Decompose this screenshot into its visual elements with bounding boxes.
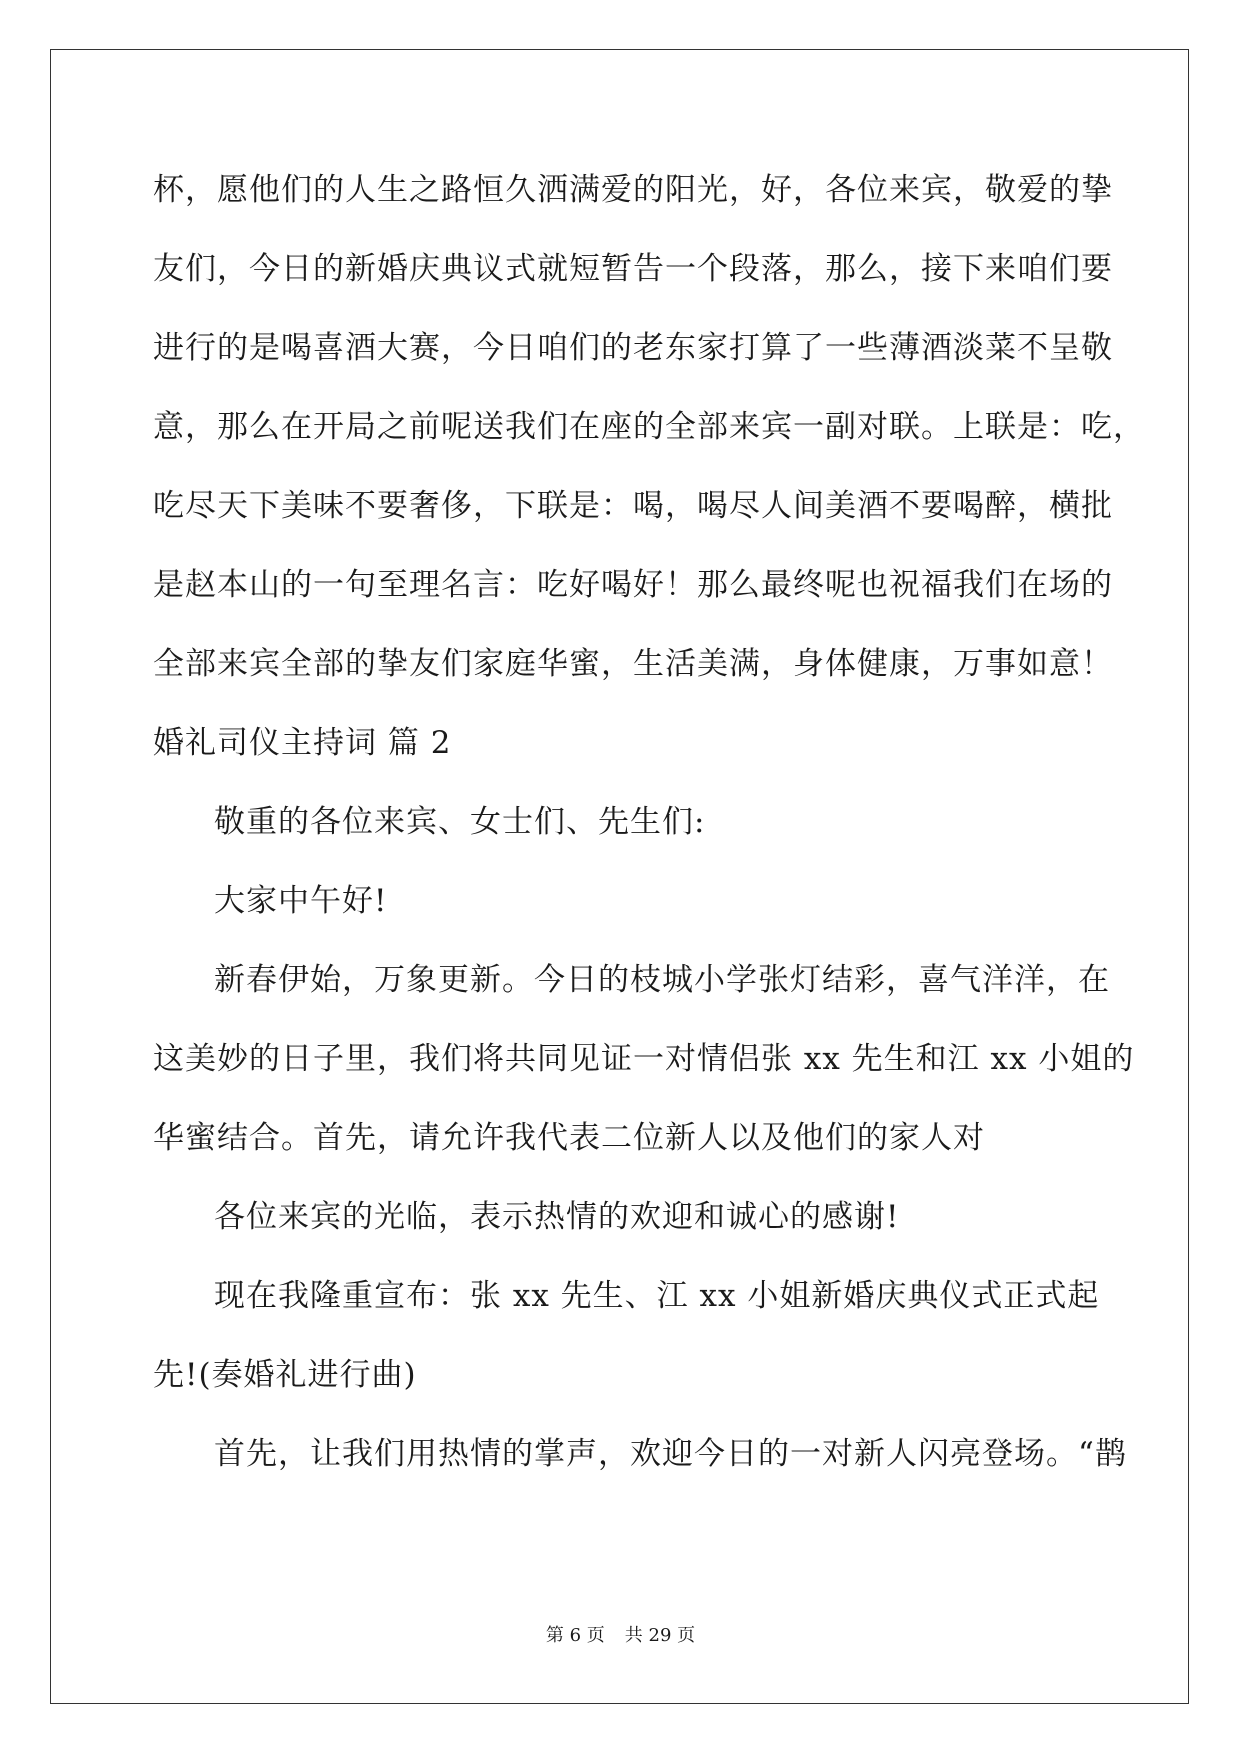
paragraph-line: 意，那么在开局之前呢送我们在座的全部来宾一副对联。上联是：吃， [153,409,1145,445]
paragraph-line: 友们，今日的新婚庆典议式就短暂告一个段落，那么，接下来咱们要 [153,251,1113,287]
page-number: 第 6 页 [545,1625,605,1646]
paragraph-line: 首先，让我们用热情的掌声，欢迎今日的一对新人闪亮登场。“鹊 [214,1436,1127,1472]
paragraph-line: 新春伊始，万象更新。今日的枝城小学张灯结彩，喜气洋洋，在 [214,962,1110,998]
paragraph-line: 吃尽天下美味不要奢侈，下联是：喝，喝尽人间美酒不要喝醉，横批 [153,488,1113,524]
paragraph-line: 先!(奏婚礼进行曲) [153,1357,417,1393]
paragraph-line: 全部来宾全部的挚友们家庭华蜜，生活美满，身体健康，万事如意！ [153,646,1113,682]
paragraph-line: 杯，愿他们的人生之路恒久洒满爱的阳光，好，各位来宾，敬爱的挚 [153,172,1113,208]
paragraph-line: 这美妙的日子里，我们将共同见证一对情侣张 xx 先生和江 xx 小姐的 [153,1041,1135,1077]
paragraph-line: 进行的是喝喜酒大赛，今日咱们的老东家打算了一些薄酒淡菜不呈敬 [153,330,1113,366]
paragraph-line: 华蜜结合。首先，请允许我代表二位新人以及他们的家人对 [153,1120,985,1156]
greeting-line: 大家中午好! [214,883,388,919]
paragraph-line: 现在我隆重宣布：张 xx 先生、江 xx 小姐新婚庆典仪式正式起 [214,1278,1100,1314]
page-footer [0,1624,1241,1648]
salutation-line: 敬重的各位来宾、女士们、先生们: [214,804,706,840]
paragraph-line: 各位来宾的光临，表示热情的欢迎和诚心的感谢! [214,1199,900,1235]
paragraph-line: 是赵本山的一句至理名言：吃好喝好！那么最终呢也祝福我们在场的 [153,567,1113,603]
section-heading: 婚礼司仪主持词 篇 2 [153,725,452,761]
page-total: 共 29 页 [624,1625,696,1646]
